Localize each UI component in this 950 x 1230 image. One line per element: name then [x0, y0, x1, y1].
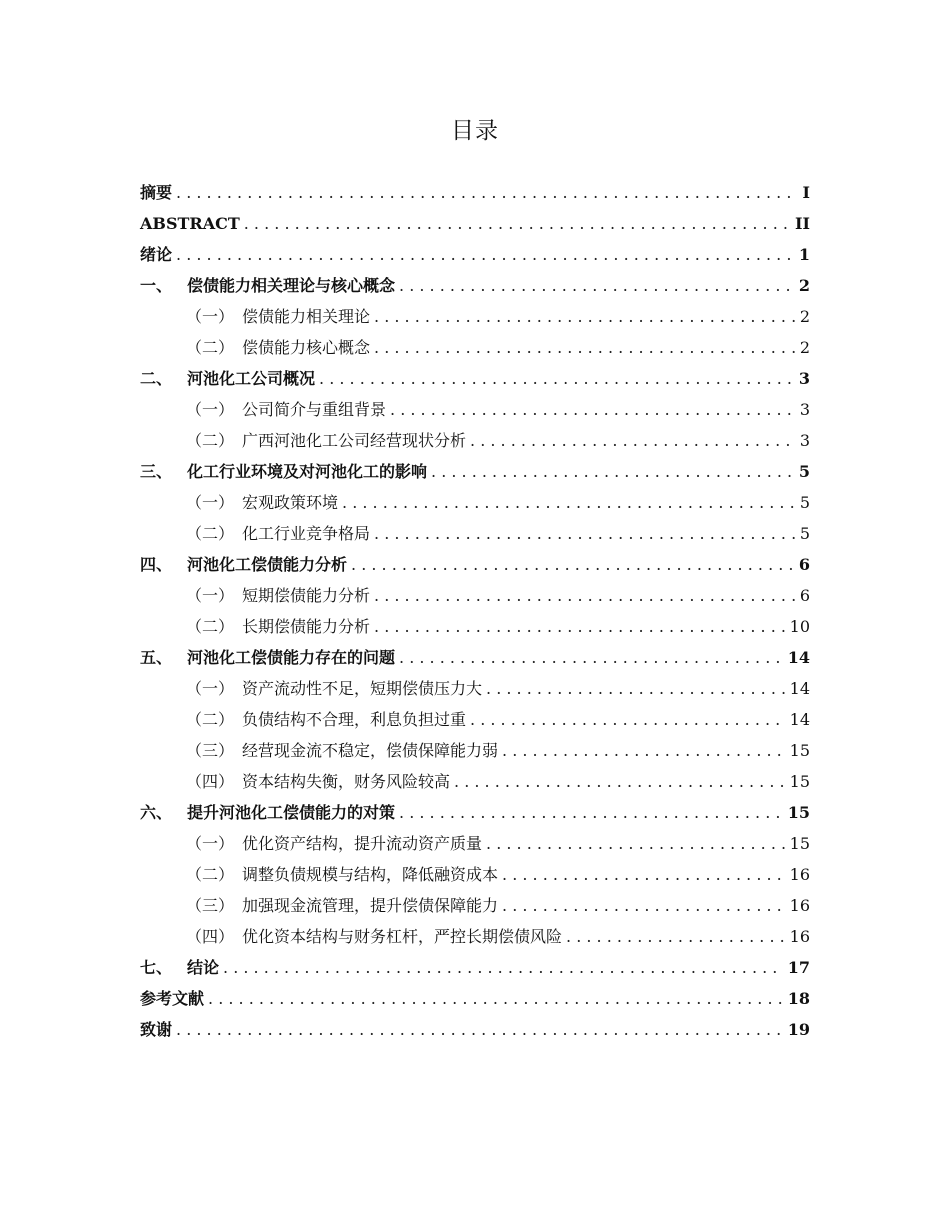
toc-entry-page-number: 2 [799, 307, 810, 326]
toc-entry[interactable] [140, 828, 810, 859]
toc-entry-label: 河池化工偿债能力分析 [187, 555, 348, 574]
toc-dot-leader [374, 332, 796, 363]
toc-dot-leader [319, 363, 795, 394]
toc-entry-number: （一） [186, 834, 235, 853]
toc-entry[interactable] [140, 890, 810, 921]
toc-entry[interactable] [140, 735, 810, 766]
toc-entry-number: （二） [186, 524, 235, 543]
toc-entry-number: （二） [186, 617, 235, 636]
toc-entry-number: （一） [186, 679, 235, 698]
toc-entry-label: 资产流动性不足，短期偿债压力大 [242, 679, 483, 698]
toc-dot-leader [208, 983, 784, 1014]
toc-entry[interactable] [140, 549, 810, 580]
toc-entry-page-number: 6 [799, 586, 810, 605]
toc-dot-leader [399, 270, 795, 301]
toc-entry-number: （三） [186, 741, 235, 760]
toc-dot-leader [470, 425, 796, 456]
toc-dot-leader [431, 456, 795, 487]
toc-entry[interactable] [140, 952, 810, 983]
toc-entry-number: （一） [186, 493, 235, 512]
toc-entry[interactable] [140, 332, 810, 363]
toc-dot-leader [176, 177, 796, 208]
toc-dot-leader [176, 239, 795, 270]
toc-entry[interactable] [140, 270, 810, 301]
toc-entry-page-number: 19 [787, 1020, 810, 1039]
toc-dot-leader [176, 1014, 784, 1045]
toc-entry[interactable] [140, 363, 810, 394]
toc-entry-label: 偿债能力相关理论与核心概念 [187, 276, 396, 295]
toc-dot-leader [374, 611, 786, 642]
toc-entry[interactable] [140, 673, 810, 704]
toc-dot-leader [374, 518, 796, 549]
toc-dot-leader [399, 642, 784, 673]
toc-entry-page-number: 10 [789, 617, 810, 636]
toc-entry-number: 七、 [140, 958, 173, 977]
toc-dot-leader [486, 828, 786, 859]
toc-dot-leader [486, 673, 786, 704]
toc-entry-page-number: 3 [799, 431, 810, 450]
toc-entry-label: 优化资产结构，提升流动资产质量 [242, 834, 483, 853]
toc-dot-leader [244, 208, 791, 239]
toc-entry-number: （一） [186, 307, 235, 326]
toc-entry-label: 绪论 [140, 245, 173, 264]
toc-entry[interactable] [140, 394, 810, 425]
toc-dot-leader [502, 735, 786, 766]
toc-entry[interactable] [140, 425, 810, 456]
toc-entry-page-number: II [795, 214, 810, 233]
toc-entry-page-number: 5 [799, 493, 810, 512]
toc-entry[interactable] [140, 1014, 810, 1045]
toc-entry-number: （二） [186, 865, 235, 884]
toc-entry-label: 长期偿债能力分析 [242, 617, 371, 636]
toc-entry[interactable] [140, 642, 810, 673]
toc-entry-label: ABSTRACT [140, 214, 240, 233]
toc-entry-number: （三） [186, 896, 235, 915]
toc-entry-label: 经营现金流不稳定，偿债保障能力弱 [242, 741, 499, 760]
toc-entry-number: （二） [186, 431, 235, 450]
toc-entry-number: 四、 [140, 555, 173, 574]
toc-entry-number: （一） [186, 400, 235, 419]
toc-entry[interactable] [140, 177, 810, 208]
toc-entry-label: 参考文献 [140, 989, 205, 1008]
toc-dot-leader [470, 704, 786, 735]
toc-entry-page-number: 16 [789, 896, 810, 915]
toc-entry[interactable] [140, 456, 810, 487]
toc-entry-label: 加强现金流管理，提升偿债保障能力 [242, 896, 499, 915]
toc-entry-label: 致谢 [140, 1020, 173, 1039]
toc-entry-number: 六、 [140, 803, 173, 822]
toc-dot-leader [374, 301, 796, 332]
toc-dot-leader [454, 766, 786, 797]
toc-entry[interactable] [140, 983, 810, 1014]
toc-entry-page-number: 15 [787, 803, 810, 822]
toc-entry-label: 结论 [187, 958, 220, 977]
toc-entry[interactable] [140, 611, 810, 642]
toc-entry-label: 公司简介与重组背景 [242, 400, 387, 419]
toc-entry-page-number: 14 [789, 679, 810, 698]
toc-entry-page-number: 3 [799, 400, 810, 419]
toc-entry[interactable] [140, 208, 810, 239]
toc-entry-label: 负债结构不合理，利息负担过重 [242, 710, 467, 729]
toc-entry-page-number: 2 [799, 338, 810, 357]
toc-dot-leader [374, 580, 796, 611]
toc-entry-page-number: 14 [789, 710, 810, 729]
toc-entry-number: 一、 [140, 276, 173, 295]
table-of-contents [140, 177, 810, 1045]
toc-entry-page-number: 3 [798, 369, 810, 388]
toc-dot-leader [342, 487, 796, 518]
toc-entry-number: 三、 [140, 462, 173, 481]
toc-entry-number: （二） [186, 710, 235, 729]
toc-entry-label: 优化资本结构与财务杠杆，严控长期偿债风险 [242, 927, 563, 946]
toc-entry-page-number: 6 [798, 555, 810, 574]
toc-dot-leader [566, 921, 786, 952]
toc-entry-page-number: 16 [789, 927, 810, 946]
toc-entry[interactable] [140, 921, 810, 952]
toc-entry[interactable] [140, 797, 810, 828]
toc-entry-page-number: 15 [789, 741, 810, 760]
toc-entry[interactable] [140, 487, 810, 518]
toc-entry-number: 五、 [140, 648, 173, 667]
toc-entry-number: （二） [186, 338, 235, 357]
toc-entry[interactable] [140, 301, 810, 332]
toc-entry-label: 偿债能力相关理论 [242, 307, 371, 326]
toc-entry-label: 调整负债规模与结构，降低融资成本 [242, 865, 499, 884]
toc-entry-label: 化工行业竞争格局 [242, 524, 371, 543]
toc-entry-number: （四） [186, 927, 235, 946]
toc-entry-number: （四） [186, 772, 235, 791]
toc-dot-leader [502, 890, 786, 921]
toc-entry-page-number: 5 [798, 462, 810, 481]
toc-entry-label: 提升河池化工偿债能力的对策 [187, 803, 396, 822]
toc-entry-label: 广西河池化工公司经营现状分析 [242, 431, 467, 450]
toc-dot-leader [502, 859, 786, 890]
toc-entry-page-number: 15 [789, 772, 810, 791]
toc-entry[interactable] [140, 704, 810, 735]
toc-entry-label: 河池化工偿债能力存在的问题 [187, 648, 396, 667]
toc-entry-page-number: 16 [789, 865, 810, 884]
toc-dot-leader [223, 952, 784, 983]
toc-entry-page-number: I [802, 183, 810, 202]
toc-dot-leader [390, 394, 796, 425]
toc-entry-page-number: 5 [799, 524, 810, 543]
toc-entry-page-number: 18 [787, 989, 810, 1008]
toc-entry[interactable] [140, 859, 810, 890]
toc-entry[interactable] [140, 580, 810, 611]
toc-entry-label: 宏观政策环境 [242, 493, 339, 512]
toc-entry-page-number: 14 [787, 648, 810, 667]
toc-entry[interactable] [140, 518, 810, 549]
toc-entry-label: 偿债能力核心概念 [242, 338, 371, 357]
toc-entry-number: （一） [186, 586, 235, 605]
toc-entry[interactable] [140, 239, 810, 270]
toc-entry-page-number: 1 [798, 245, 810, 264]
toc-entry-label: 摘要 [140, 183, 173, 202]
toc-entry-label: 化工行业环境及对河池化工的影响 [187, 462, 428, 481]
page-title: 目录 [451, 118, 499, 144]
toc-entry-label: 河池化工公司概况 [187, 369, 316, 388]
toc-dot-leader [399, 797, 784, 828]
toc-entry-page-number: 2 [798, 276, 810, 295]
toc-entry[interactable] [140, 766, 810, 797]
toc-entry-number: 二、 [140, 369, 173, 388]
toc-entry-label: 短期偿债能力分析 [242, 586, 371, 605]
toc-entry-page-number: 17 [787, 958, 810, 977]
toc-entry-label: 资本结构失衡，财务风险较高 [242, 772, 451, 791]
toc-entry-page-number: 15 [789, 834, 810, 853]
toc-dot-leader [351, 549, 795, 580]
